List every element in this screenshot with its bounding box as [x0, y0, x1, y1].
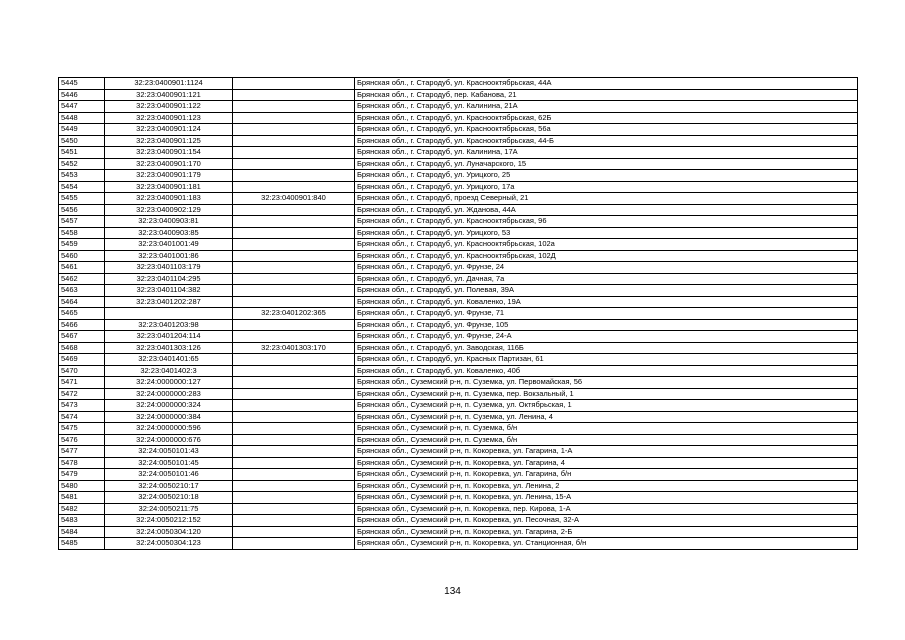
table-row	[59, 538, 858, 550]
secondary-cadastral-number-cell	[233, 250, 355, 262]
cadastral-number-cell: 32:24:0050212:152	[105, 515, 233, 527]
row-number-cell: 5481	[59, 492, 105, 504]
address-cell: Брянская обл., Суземский р-н, п. Кокоревка, ул. Ленина, 15-А	[355, 492, 858, 504]
address-cell: Брянская обл., г. Стародуб, ул. Урицкого, 53	[355, 227, 858, 239]
table-row	[59, 342, 858, 354]
row-number-cell: 5470	[59, 365, 105, 377]
secondary-cadastral-number-cell	[233, 526, 355, 538]
secondary-cadastral-number-cell	[233, 262, 355, 274]
row-number-cell: 5473	[59, 400, 105, 412]
table-row	[59, 135, 858, 147]
address-cell: Брянская обл., г. Стародуб, ул. Калинина, 17А	[355, 147, 858, 159]
secondary-cadastral-number-cell	[233, 480, 355, 492]
row-number-cell: 5469	[59, 354, 105, 366]
row-number-cell: 5477	[59, 446, 105, 458]
cadastral-number-cell: 32:24:0050210:17	[105, 480, 233, 492]
secondary-cadastral-number-cell	[233, 239, 355, 251]
secondary-cadastral-number-cell	[233, 78, 355, 90]
address-cell: Брянская обл., г. Стародуб, ул. Фрунзе, 105	[355, 319, 858, 331]
table-row	[59, 170, 858, 182]
row-number-cell: 5447	[59, 101, 105, 113]
row-number-cell: 5458	[59, 227, 105, 239]
cadastral-number-cell: 32:24:0050210:18	[105, 492, 233, 504]
row-number-cell: 5449	[59, 124, 105, 136]
secondary-cadastral-number-cell	[233, 158, 355, 170]
cadastral-number-cell: 32:23:0401001:86	[105, 250, 233, 262]
secondary-cadastral-number-cell	[233, 446, 355, 458]
row-number-cell: 5446	[59, 89, 105, 101]
address-cell: Брянская обл., Суземский р-н, п. Суземка, ул. Октябрьская, 1	[355, 400, 858, 412]
row-number-cell: 5472	[59, 388, 105, 400]
row-number-cell: 5480	[59, 480, 105, 492]
table-row	[59, 250, 858, 262]
address-cell: Брянская обл., Суземский р-н, п. Суземка, пер. Вокзальный, 1	[355, 388, 858, 400]
cadastral-number-cell: 32:24:0050101:46	[105, 469, 233, 481]
address-cell: Брянская обл., Суземский р-н, п. Суземка, ул. Первомайская, 56	[355, 377, 858, 389]
row-number-cell: 5467	[59, 331, 105, 343]
row-number-cell: 5452	[59, 158, 105, 170]
table-row	[59, 365, 858, 377]
table-row	[59, 388, 858, 400]
registry-table	[58, 77, 858, 550]
address-cell: Брянская обл., Суземский р-н, п. Кокоревка, ул. Песочная, 32-А	[355, 515, 858, 527]
table-row	[59, 273, 858, 285]
address-cell: Брянская обл., Суземский р-н, п. Кокоревка, ул. Гагарина, б/н	[355, 469, 858, 481]
table-row	[59, 124, 858, 136]
address-cell: Брянская обл., Суземский р-н, п. Суземка, б/н	[355, 434, 858, 446]
address-cell: Брянская обл., г. Стародуб, ул. Краснооктябрьская, 56а	[355, 124, 858, 136]
address-cell: Брянская обл., Суземский р-н, п. Кокоревка, ул. Гагарина, 1-А	[355, 446, 858, 458]
secondary-cadastral-number-cell	[233, 400, 355, 412]
table-row	[59, 216, 858, 228]
secondary-cadastral-number-cell	[233, 124, 355, 136]
table-row	[59, 411, 858, 423]
secondary-cadastral-number-cell	[233, 538, 355, 550]
cadastral-number-cell: 32:23:0401202:287	[105, 296, 233, 308]
table-row	[59, 515, 858, 527]
cadastral-number-cell: 32:23:0400901:1124	[105, 78, 233, 90]
row-number-cell: 5478	[59, 457, 105, 469]
secondary-cadastral-number-cell	[233, 135, 355, 147]
cadastral-number-cell: 32:23:0401104:382	[105, 285, 233, 297]
table-row	[59, 331, 858, 343]
cadastral-number-cell: 32:23:0401303:126	[105, 342, 233, 354]
row-number-cell: 5445	[59, 78, 105, 90]
table-row	[59, 285, 858, 297]
address-cell: Брянская обл., г. Стародуб, проезд Северный, 21	[355, 193, 858, 205]
address-cell: Брянская обл., г. Стародуб, ул. Коваленко, 40б	[355, 365, 858, 377]
row-number-cell: 5459	[59, 239, 105, 251]
address-cell: Брянская обл., г. Стародуб, ул. Урицкого, 25	[355, 170, 858, 182]
cadastral-number-cell: 32:23:0400901:122	[105, 101, 233, 113]
address-cell: Брянская обл., Суземский р-н, п. Кокоревка, пер. Кирова, 1-А	[355, 503, 858, 515]
registry-table-body	[59, 78, 858, 550]
cadastral-number-cell: 32:23:0400901:124	[105, 124, 233, 136]
address-cell: Брянская обл., Суземский р-н, п. Суземка, б/н	[355, 423, 858, 435]
cadastral-number-cell: 32:23:0401103:179	[105, 262, 233, 274]
secondary-cadastral-number-cell	[233, 204, 355, 216]
row-number-cell: 5456	[59, 204, 105, 216]
row-number-cell: 5453	[59, 170, 105, 182]
table-row	[59, 227, 858, 239]
secondary-cadastral-number-cell	[233, 434, 355, 446]
address-cell: Брянская обл., Суземский р-н, п. Кокоревка, ул. Станционная, б/н	[355, 538, 858, 550]
address-cell: Брянская обл., г. Стародуб, ул. Калинина, 21А	[355, 101, 858, 113]
secondary-cadastral-number-cell	[233, 377, 355, 389]
table-row	[59, 423, 858, 435]
address-cell: Брянская обл., г. Стародуб, ул. Краснооктябрьская, 44-Б	[355, 135, 858, 147]
cadastral-number-cell: 32:23:0401203:98	[105, 319, 233, 331]
cadastral-number-cell: 32:23:0400901:123	[105, 112, 233, 124]
table-row	[59, 193, 858, 205]
secondary-cadastral-number-cell: 32:23:0401202:365	[233, 308, 355, 320]
secondary-cadastral-number-cell	[233, 181, 355, 193]
table-row	[59, 503, 858, 515]
table-row	[59, 434, 858, 446]
address-cell: Брянская обл., г. Стародуб, ул. Краснооктябрьская, 102Д	[355, 250, 858, 262]
address-cell: Брянская обл., г. Стародуб, ул. Коваленко, 19А	[355, 296, 858, 308]
secondary-cadastral-number-cell	[233, 285, 355, 297]
cadastral-number-cell: 32:24:0050101:43	[105, 446, 233, 458]
address-cell: Брянская обл., г. Стародуб, ул. Полевая, 39А	[355, 285, 858, 297]
address-cell: Брянская обл., г. Стародуб, ул. Жданова, 44А	[355, 204, 858, 216]
cadastral-number-cell: 32:23:0400903:81	[105, 216, 233, 228]
secondary-cadastral-number-cell	[233, 101, 355, 113]
secondary-cadastral-number-cell	[233, 515, 355, 527]
table-row	[59, 492, 858, 504]
cadastral-number-cell: 32:24:0050211:75	[105, 503, 233, 515]
cadastral-number-cell: 32:24:0050304:123	[105, 538, 233, 550]
row-number-cell: 5471	[59, 377, 105, 389]
cadastral-number-cell: 32:23:0401401:65	[105, 354, 233, 366]
secondary-cadastral-number-cell	[233, 492, 355, 504]
table-row	[59, 296, 858, 308]
row-number-cell: 5450	[59, 135, 105, 147]
table-row	[59, 101, 858, 113]
table-row	[59, 457, 858, 469]
page-number: 134	[444, 586, 461, 597]
row-number-cell: 5462	[59, 273, 105, 285]
secondary-cadastral-number-cell	[233, 411, 355, 423]
address-cell: Брянская обл., г. Стародуб, ул. Дачная, 7а	[355, 273, 858, 285]
cadastral-number-cell: 32:23:0400901:125	[105, 135, 233, 147]
address-cell: Брянская обл., Суземский р-н, п. Кокоревка, ул. Гагарина, 4	[355, 457, 858, 469]
row-number-cell: 5448	[59, 112, 105, 124]
table-row	[59, 239, 858, 251]
secondary-cadastral-number-cell: 32:23:0401303:170	[233, 342, 355, 354]
row-number-cell: 5460	[59, 250, 105, 262]
table-row	[59, 78, 858, 90]
table-row	[59, 147, 858, 159]
row-number-cell: 5466	[59, 319, 105, 331]
address-cell: Брянская обл., г. Стародуб, ул. Луначарского, 15	[355, 158, 858, 170]
cadastral-number-cell: 32:23:0400901:121	[105, 89, 233, 101]
row-number-cell: 5455	[59, 193, 105, 205]
cadastral-number-cell: 32:23:0401204:114	[105, 331, 233, 343]
cadastral-number-cell: 32:23:0401402:3	[105, 365, 233, 377]
secondary-cadastral-number-cell	[233, 227, 355, 239]
address-cell: Брянская обл., Суземский р-н, п. Кокоревка, ул. Ленина, 2	[355, 480, 858, 492]
address-cell: Брянская обл., г. Стародуб, ул. Краснооктябрьская, 44А	[355, 78, 858, 90]
cadastral-number-cell	[105, 308, 233, 320]
row-number-cell: 5482	[59, 503, 105, 515]
table-row	[59, 308, 858, 320]
cadastral-number-cell: 32:24:0000000:596	[105, 423, 233, 435]
table-row	[59, 181, 858, 193]
address-cell: Брянская обл., г. Стародуб, ул. Краснооктябрьская, 102а	[355, 239, 858, 251]
cadastral-number-cell: 32:23:0400901:183	[105, 193, 233, 205]
cadastral-number-cell: 32:24:0000000:676	[105, 434, 233, 446]
cadastral-number-cell: 32:24:0050101:45	[105, 457, 233, 469]
secondary-cadastral-number-cell	[233, 503, 355, 515]
address-cell: Брянская обл., Суземский р-н, п. Суземка, ул. Ленина, 4	[355, 411, 858, 423]
address-cell: Брянская обл., г. Стародуб, ул. Фрунзе, 24	[355, 262, 858, 274]
row-number-cell: 5463	[59, 285, 105, 297]
table-row	[59, 204, 858, 216]
secondary-cadastral-number-cell: 32:23:0400901:840	[233, 193, 355, 205]
address-cell: Брянская обл., г. Стародуб, ул. Фрунзе, 71	[355, 308, 858, 320]
secondary-cadastral-number-cell	[233, 89, 355, 101]
table-row	[59, 377, 858, 389]
address-cell: Брянская обл., г. Стародуб, ул. Краснооктябрьская, 96	[355, 216, 858, 228]
secondary-cadastral-number-cell	[233, 170, 355, 182]
table-row	[59, 526, 858, 538]
secondary-cadastral-number-cell	[233, 469, 355, 481]
address-cell: Брянская обл., г. Стародуб, ул. Урицкого, 17а	[355, 181, 858, 193]
table-row	[59, 354, 858, 366]
address-cell: Брянская обл., г. Стародуб, пер. Кабанова, 21	[355, 89, 858, 101]
row-number-cell: 5457	[59, 216, 105, 228]
table-row	[59, 89, 858, 101]
secondary-cadastral-number-cell	[233, 112, 355, 124]
row-number-cell: 5461	[59, 262, 105, 274]
row-number-cell: 5483	[59, 515, 105, 527]
cadastral-number-cell: 32:24:0000000:283	[105, 388, 233, 400]
table-row	[59, 400, 858, 412]
table-row	[59, 158, 858, 170]
row-number-cell: 5454	[59, 181, 105, 193]
row-number-cell: 5465	[59, 308, 105, 320]
row-number-cell: 5451	[59, 147, 105, 159]
cadastral-number-cell: 32:24:0000000:324	[105, 400, 233, 412]
secondary-cadastral-number-cell	[233, 354, 355, 366]
cadastral-number-cell: 32:23:0401001:49	[105, 239, 233, 251]
cadastral-number-cell: 32:24:0000000:127	[105, 377, 233, 389]
secondary-cadastral-number-cell	[233, 147, 355, 159]
row-number-cell: 5485	[59, 538, 105, 550]
cadastral-number-cell: 32:23:0400903:85	[105, 227, 233, 239]
row-number-cell: 5464	[59, 296, 105, 308]
row-number-cell: 5474	[59, 411, 105, 423]
secondary-cadastral-number-cell	[233, 388, 355, 400]
cadastral-number-cell: 32:23:0400901:179	[105, 170, 233, 182]
cadastral-number-cell: 32:23:0401104:295	[105, 273, 233, 285]
cadastral-number-cell: 32:23:0400901:154	[105, 147, 233, 159]
row-number-cell: 5476	[59, 434, 105, 446]
row-number-cell: 5479	[59, 469, 105, 481]
table-row	[59, 319, 858, 331]
address-cell: Брянская обл., г. Стародуб, ул. Краснооктябрьская, 62Б	[355, 112, 858, 124]
table-row	[59, 262, 858, 274]
secondary-cadastral-number-cell	[233, 457, 355, 469]
secondary-cadastral-number-cell	[233, 365, 355, 377]
row-number-cell: 5468	[59, 342, 105, 354]
cadastral-number-cell: 32:23:0400902:129	[105, 204, 233, 216]
secondary-cadastral-number-cell	[233, 319, 355, 331]
table-row	[59, 469, 858, 481]
secondary-cadastral-number-cell	[233, 296, 355, 308]
cadastral-number-cell: 32:23:0400901:170	[105, 158, 233, 170]
secondary-cadastral-number-cell	[233, 331, 355, 343]
address-cell: Брянская обл., г. Стародуб, ул. Красных Партизан, 61	[355, 354, 858, 366]
row-number-cell: 5484	[59, 526, 105, 538]
table-row	[59, 446, 858, 458]
secondary-cadastral-number-cell	[233, 423, 355, 435]
address-cell: Брянская обл., г. Стародуб, ул. Фрунзе, 24-А	[355, 331, 858, 343]
address-cell: Брянская обл., г. Стародуб, ул. Заводская, 116Б	[355, 342, 858, 354]
table-row	[59, 112, 858, 124]
address-cell: Брянская обл., Суземский р-н, п. Кокоревка, ул. Гагарина, 2-Б	[355, 526, 858, 538]
cadastral-number-cell: 32:24:0050304:120	[105, 526, 233, 538]
secondary-cadastral-number-cell	[233, 273, 355, 285]
secondary-cadastral-number-cell	[233, 216, 355, 228]
cadastral-number-cell: 32:23:0400901:181	[105, 181, 233, 193]
table-row	[59, 480, 858, 492]
cadastral-number-cell: 32:24:0000000:384	[105, 411, 233, 423]
row-number-cell: 5475	[59, 423, 105, 435]
